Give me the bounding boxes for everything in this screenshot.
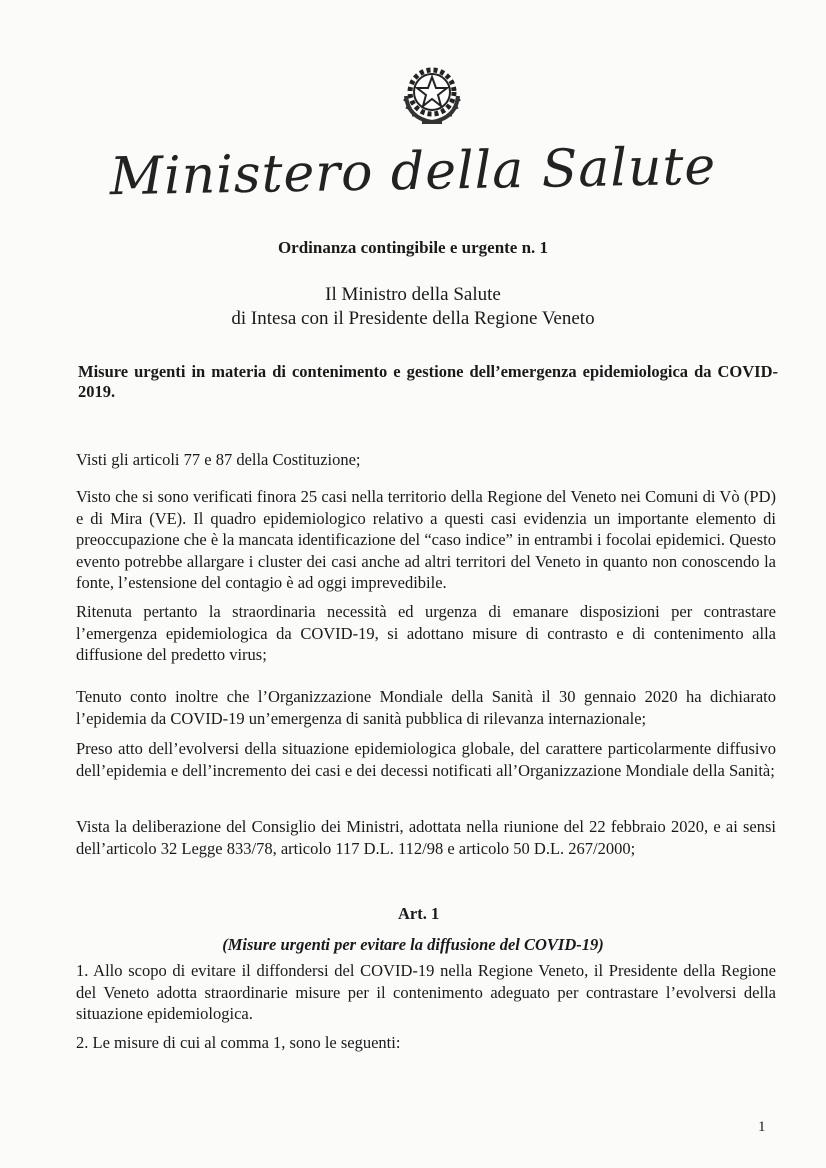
page-number: 1 [758,1119,766,1135]
recital-paragraph: Vista la deliberazione del Consiglio dei Ministri, adottata nella riunione del 22 febbraio 2020, e ai sensi dell’articolo 32 Legge 833/78, articolo 117 D.L. 112/98 e articolo 50 D.L. 267/2000; [76,817,776,858]
ministry-name: Ministero della Salute [109,136,717,208]
recital-paragraph: Preso atto dell’evolversi della situazione epidemiologica globale, del carattere particolarmente diffusivo dell’epidemia e dell’incremento dei casi e dei decessi notificati all’Organizzazione Mondiale della Sanità; [76,739,776,780]
subject-heading: Misure urgenti in materia di contenimento e gestione dell’emergenza epidemiologica da COVID-2019. [78,362,778,401]
recital-paragraph: Visti gli articoli 77 e 87 della Costituzione; [76,450,361,469]
issuer-line-2: di Intesa con il Presidente della Regione Veneto [231,308,595,329]
italian-republic-emblem-icon [398,56,466,128]
article-clause: 1. Allo scopo di evitare il diffondersi del COVID-19 nella Regione Veneto, il Presidente della Regione del Veneto adotta straordinarie misure per il contenimento adeguato per contrastare l’evolversi della situazione epidemiologica. [76,961,776,1023]
issuer-line-1: Il Ministro della Salute [325,284,501,305]
recital-paragraph: Ritenuta pertanto la straordinaria necessità ed urgenza di emanare disposizioni per contrastare l’emergenza epidemiologica da COVID-19, si adottano misure di contrasto e di contenimento alla diffusione del predetto virus; [76,602,776,664]
article-subtitle: (Misure urgenti per evitare la diffusione del COVID-19) [222,935,604,954]
recital-paragraph: Visto che si sono verificati finora 25 casi nella territorio della Regione del Veneto nei Comuni di Vò (PD) e di Mira (VE). Il quadro epidemiologico relativo a questi casi evidenzia un importante elemento di preoccupazione che è la mancata identificazione del “caso indice” in entrambi i focolai epidemici. Questo evento potrebbe allargare i cluster dei casi anche ad altri territori del Veneto in quanto non conoscendo la fonte, l’estensione del contagio è ad oggi imprevedibile. [76,487,776,592]
ordinance-title: Ordinanza contingibile e urgente n. 1 [277,238,549,257]
article-clause: 2. Le misure di cui al comma 1, sono le seguenti: [76,1033,401,1052]
article-title: Art. 1 [398,904,440,923]
recital-paragraph: Tenuto conto inoltre che l’Organizzazione Mondiale della Sanità il 30 gennaio 2020 ha dichiarato l’epidemia da COVID-19 un’emergenza di sanità pubblica di rilevanza internazionale; [76,687,776,728]
